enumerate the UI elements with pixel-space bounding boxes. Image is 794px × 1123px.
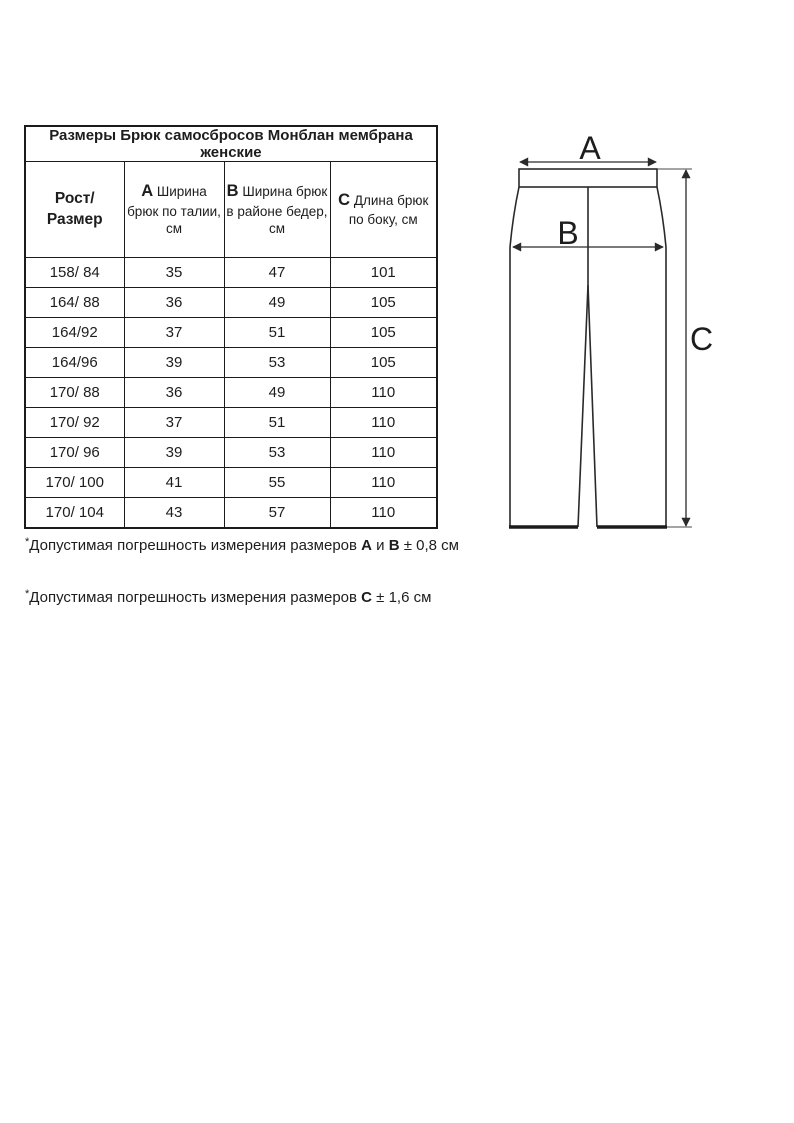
value-c: 105 bbox=[330, 318, 437, 348]
pants-diagram bbox=[500, 133, 715, 543]
asterisk: * bbox=[25, 588, 30, 600]
value-b: 47 bbox=[224, 258, 330, 288]
value-b: 49 bbox=[224, 288, 330, 318]
note-text: Допустимая погрешность измерения размеров bbox=[29, 589, 362, 606]
col-letter-a: А bbox=[141, 182, 154, 201]
table-row bbox=[25, 258, 437, 288]
value-a: 39 bbox=[124, 438, 224, 468]
value-b: 53 bbox=[224, 348, 330, 378]
row-size-label: 164/ 88 bbox=[25, 288, 124, 318]
value-b: 49 bbox=[224, 378, 330, 408]
value-c: 105 bbox=[330, 348, 437, 378]
table-row bbox=[25, 318, 437, 348]
table-row bbox=[25, 498, 437, 529]
col-letter-c: С bbox=[338, 191, 351, 209]
col-header-label: Рост/Размер bbox=[46, 190, 103, 228]
value-a: 37 bbox=[124, 408, 224, 438]
value-c: 101 bbox=[330, 258, 437, 288]
value-c: 110 bbox=[330, 378, 437, 408]
note-text: и bbox=[372, 537, 389, 554]
inner-leg-right bbox=[588, 285, 597, 527]
note-text: ± 0,8 см bbox=[399, 537, 459, 554]
col-letter-b: В bbox=[226, 182, 239, 201]
table-row bbox=[25, 438, 437, 468]
inner-leg-left bbox=[578, 285, 588, 527]
row-size-label: 170/ 96 bbox=[25, 438, 124, 468]
value-c: 110 bbox=[330, 408, 437, 438]
table-row bbox=[25, 408, 437, 438]
row-size-label: 164/92 bbox=[25, 318, 124, 348]
value-b: 57 bbox=[224, 498, 330, 529]
row-size-label: 170/ 92 bbox=[25, 408, 124, 438]
table-row bbox=[25, 468, 437, 498]
label-c: C bbox=[690, 321, 714, 357]
value-a: 36 bbox=[124, 288, 224, 318]
value-a: 35 bbox=[124, 258, 224, 288]
note-bold-a: А bbox=[361, 537, 372, 554]
row-size-label: 170/ 104 bbox=[25, 498, 124, 529]
table-row bbox=[25, 348, 437, 378]
label-b: B bbox=[557, 215, 579, 251]
hip-left-outline bbox=[510, 187, 519, 247]
table-row bbox=[25, 288, 437, 318]
size-table-title: Размеры Брюк самосбросов Монблан мембрана женские bbox=[25, 126, 437, 162]
col-header-label: Ширина брюк в районе бедер, см bbox=[226, 184, 328, 237]
value-a: 37 bbox=[124, 318, 224, 348]
waistband bbox=[519, 169, 657, 187]
note-text: Допустимая погрешность измерения размеров bbox=[29, 537, 362, 554]
col-header-rost-razmer bbox=[25, 162, 124, 258]
value-a: 43 bbox=[124, 498, 224, 529]
hip-right-outline bbox=[657, 187, 666, 247]
size-table bbox=[24, 125, 438, 529]
value-b: 55 bbox=[224, 468, 330, 498]
value-b: 53 bbox=[224, 438, 330, 468]
value-b: 51 bbox=[224, 318, 330, 348]
row-size-label: 158/ 84 bbox=[25, 258, 124, 288]
col-header-c bbox=[330, 162, 437, 258]
value-c: 110 bbox=[330, 468, 437, 498]
note-bold-b: В bbox=[388, 537, 400, 554]
col-header-label: Длина брюк по боку, см bbox=[348, 193, 429, 228]
note-bold-c: С bbox=[361, 589, 372, 606]
value-c: 110 bbox=[330, 498, 437, 529]
value-a: 36 bbox=[124, 378, 224, 408]
value-b: 51 bbox=[224, 408, 330, 438]
row-size-label: 170/ 88 bbox=[25, 378, 124, 408]
asterisk: * bbox=[25, 536, 30, 548]
tolerance-note-ab bbox=[25, 537, 459, 554]
value-c: 105 bbox=[330, 288, 437, 318]
row-size-label: 164/96 bbox=[25, 348, 124, 378]
label-a: A bbox=[579, 133, 601, 166]
value-c: 110 bbox=[330, 438, 437, 468]
col-header-label: Ширина брюк по талии, см bbox=[127, 184, 221, 237]
note-text: ± 1,6 см bbox=[372, 589, 432, 606]
value-a: 39 bbox=[124, 348, 224, 378]
table-row bbox=[25, 378, 437, 408]
row-size-label: 170/ 100 bbox=[25, 468, 124, 498]
value-a: 41 bbox=[124, 468, 224, 498]
col-header-b bbox=[224, 162, 330, 258]
col-header-a bbox=[124, 162, 224, 258]
tolerance-note-c bbox=[25, 589, 431, 606]
